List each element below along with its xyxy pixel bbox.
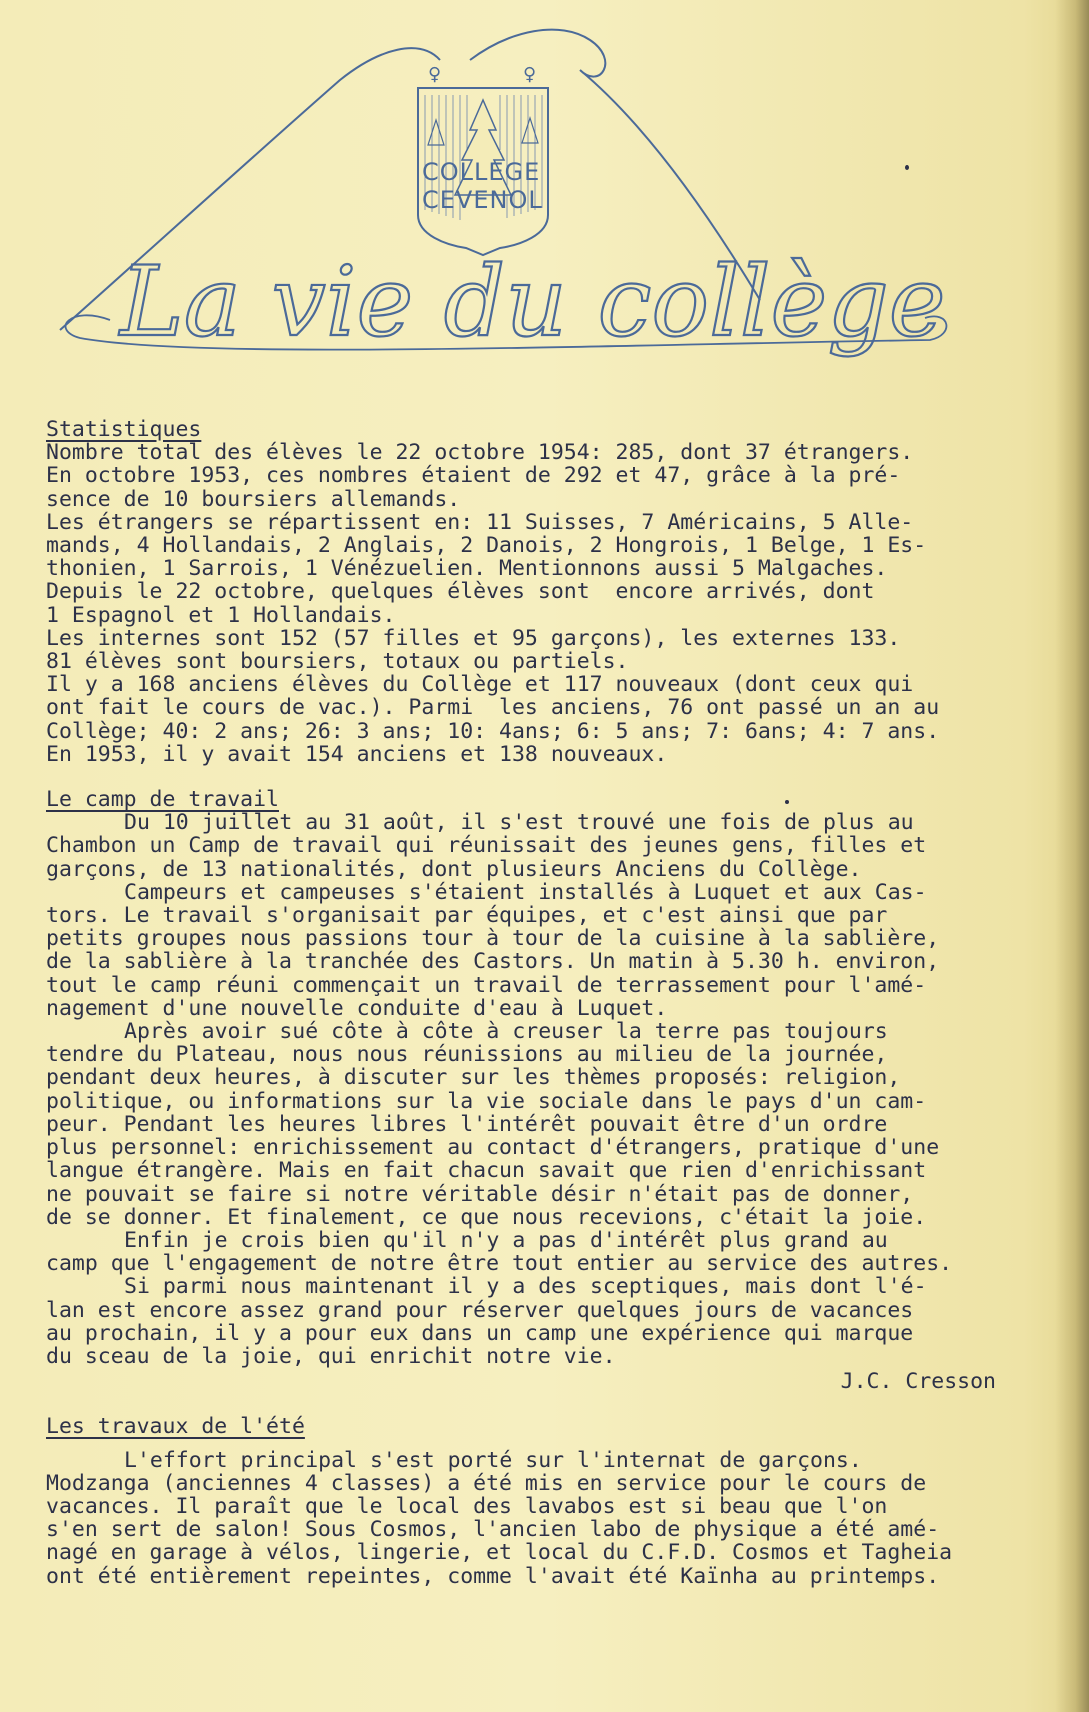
masthead-title: La vie du collège (120, 246, 946, 358)
section-heading: Statistiques (46, 417, 202, 442)
text-line: tendre du Plateau, nous nous réunissions au milieu de la journée, (46, 1042, 888, 1068)
text-line: du sceau de la joie, qui enrichit notre vie. (46, 1343, 616, 1369)
text-line: Campeurs et campeuses s'étaient installés à Luquet et aux Cas- (124, 879, 927, 905)
text-line: tors. Le travail s'organisait par équipes, et c'est ainsi que par (46, 903, 888, 929)
section-camp-de-travail (46, 788, 1056, 1393)
text-line: vacances. Il paraît que le local des lavabos est si beau que l'on (46, 1493, 888, 1519)
text-line: Depuis le 22 octobre, quelques élèves sont encore arrivés, dont (46, 579, 875, 605)
text-line: Collège; 40: 2 ans; 26: 3 ans; 10: 4ans; 6: 5 ans; 7: 6ans; 4: 7 ans. (46, 718, 940, 744)
masthead-drawing (0, 0, 1089, 410)
text-line: ont été entièrement repeintes, comme l'avait été Kaïnha au printemps. (46, 1563, 940, 1589)
crest-line1: COLLEGE (422, 158, 541, 186)
section-heading: Le camp de travail (46, 787, 279, 813)
text-line: Du 10 juillet au 31 août, il s'est trouvé une fois de plus au (124, 810, 914, 836)
text-line: peur. Pendant les heures libres l'intérêt pouvait être d'un ordre (46, 1111, 888, 1137)
signature: J.C. Cresson (840, 1369, 996, 1395)
text-line: plus personnel: enrichissement au contact d'étrangers, pratique d'une (46, 1135, 940, 1161)
text-line: s'en sert de salon! Sous Cosmos, l'ancien labo de physique a été amé- (46, 1517, 940, 1543)
text-line: Enfin je crois bien qu'il n'y a pas d'intérêt plus grand au (124, 1227, 888, 1253)
crest-shield (418, 64, 548, 255)
text-line: langue étrangère. Mais en fait chacun savait que rien d'enrichissant (46, 1158, 927, 1184)
svg-text:♀: ♀ (523, 64, 538, 85)
text-line: petits groupes nous passions tour à tour de la cuisine à la sablière, (46, 926, 940, 952)
section-statistiques (46, 418, 1056, 766)
text-line: politique, ou informations sur la vie sociale dans le pays d'un cam- (46, 1088, 927, 1114)
text-line: sence de 10 boursiers allemands. (46, 486, 461, 512)
text-line: de se donner. Et finalement, ce que nous recevions, c'était la joie. (46, 1204, 927, 1230)
text-line: lan est encore assez grand pour réserver quelques jours de vacances (46, 1297, 914, 1323)
text-line: Les étrangers se répartissent en: 11 Suisses, 7 Américains, 5 Alle- (46, 509, 914, 535)
text-line: 81 élèves sont boursiers, totaux ou partiels. (46, 649, 629, 675)
text-line: nagement d'une nouvelle conduite d'eau à Luquet. (46, 995, 668, 1021)
text-line: nagé en garage à vélos, lingerie, et local du C.F.D. Cosmos et Tagheia (46, 1540, 953, 1566)
text-line: ont fait le cours de vac.). Parmi les anciens, 76 ont passé un an au (46, 695, 940, 721)
text-line: thonien, 1 Sarrois, 1 Vénézuelien. Mentionnons aussi 5 Malgaches. (46, 556, 888, 582)
text-line: En 1953, il y avait 154 anciens et 138 nouveaux. (46, 741, 668, 767)
text-line: Si parmi nous maintenant il y a des sceptiques, mais dont l'é- (124, 1274, 927, 1300)
text-line: pendant deux heures, à discuter sur les thèmes proposés: religion, (46, 1065, 901, 1091)
text-line: camp que l'engagement de notre être tout entier au service des autres. (46, 1251, 953, 1277)
text-line: Nombre total des élèves le 22 octobre 1954: 285, dont 37 étrangers. (46, 440, 914, 466)
text-line: garçons, de 13 nationalités, dont plusieurs Anciens du Collège. (46, 856, 862, 882)
text-line: 1 Espagnol et 1 Hollandais. (46, 602, 396, 628)
text-line: Après avoir sué côte à côte à creuser la terre pas toujours (124, 1019, 888, 1045)
article-body (46, 418, 1056, 1610)
section-travaux-de-l-ete (46, 1415, 1056, 1587)
section-heading: Les travaux de l'été (46, 1414, 305, 1440)
ink-speck (905, 165, 909, 170)
text-line: ne pouvait se faire si notre véritable désir n'était pas de donner, (46, 1181, 914, 1207)
ink-speck (785, 800, 789, 804)
text-line: mands, 4 Hollandais, 2 Anglais, 2 Danois, 2 Hongrois, 1 Belge, 1 Es- (46, 533, 927, 559)
text-line: En octobre 1953, ces nombres étaient de 292 et 47, grâce à la pré- (46, 463, 901, 489)
crest-line2: CEVENOL (422, 186, 543, 214)
text-line: Il y a 168 anciens élèves du Collège et 117 nouveaux (dont ceux qui (46, 672, 914, 698)
text-line: Modzanga (anciennes 4 classes) a été mis en service pour le cours de (46, 1470, 927, 1496)
svg-text:♀: ♀ (428, 64, 443, 85)
text-line: tout le camp réuni commençait un travail de terrassement pour l'amé- (46, 972, 927, 998)
page-edge-shadow (1055, 0, 1089, 1712)
text-line: de la sablière à la tranchée des Castors. Un matin à 5.30 h. environ, (46, 949, 940, 975)
text-line: Chambon un Camp de travail qui réunissait des jeunes gens, filles et (46, 833, 927, 859)
masthead (0, 0, 1089, 410)
text-line: L'effort principal s'est porté sur l'internat de garçons. (124, 1447, 862, 1473)
text-line: Les internes sont 152 (57 filles et 95 garçons), les externes 133. (46, 625, 901, 651)
text-line: au prochain, il y a pour eux dans un camp une expérience qui marque (46, 1320, 914, 1346)
